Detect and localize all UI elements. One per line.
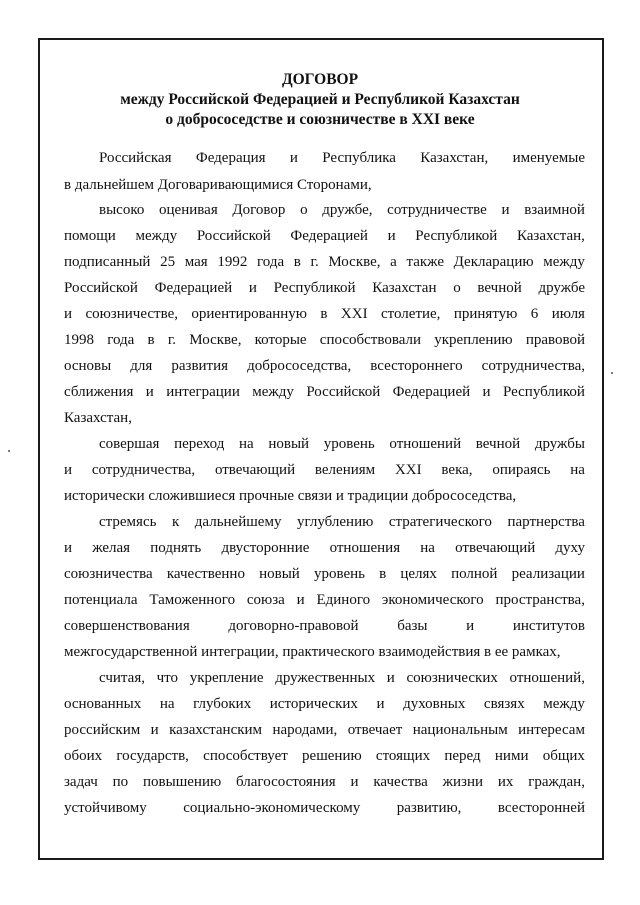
word: сотрудничестве — [387, 202, 487, 218]
text-line: Казахстан, — [64, 410, 132, 426]
word: государств, — [116, 748, 189, 764]
word: качественно — [166, 566, 245, 582]
word: духовных — [403, 696, 466, 712]
word: национальным — [412, 722, 508, 738]
text-line — [64, 772, 585, 792]
word: потенциала — [64, 592, 138, 608]
word: основы — [64, 358, 112, 374]
document-subtitle-line-2: о добрососедстве и союзничестве в XXI веке — [165, 111, 475, 128]
word: в — [293, 254, 301, 270]
text-line — [64, 278, 585, 298]
word: мая — [184, 254, 208, 270]
word: Договор — [232, 202, 286, 218]
word: и — [387, 228, 396, 244]
word: институтов — [512, 618, 585, 634]
word: Казахстан, — [516, 228, 585, 244]
word: а — [390, 254, 397, 270]
text-line: исторически сложившиеся прочные связи и традиции добрососедства, — [64, 488, 517, 504]
text-line — [64, 694, 585, 714]
text-line — [64, 330, 585, 350]
word: и — [501, 202, 510, 218]
word: о — [453, 280, 461, 296]
word: уровень — [323, 436, 375, 452]
word: дружбе — [538, 280, 585, 296]
word: 1992 — [217, 254, 248, 270]
word: отвечающий — [455, 540, 536, 556]
word: уровень — [313, 566, 365, 582]
word: 1998 — [64, 332, 94, 348]
word: совершая — [99, 436, 160, 452]
word: Федерацией — [392, 384, 471, 400]
word: Республикой — [415, 228, 498, 244]
word: года — [256, 254, 285, 270]
text-line — [64, 538, 585, 558]
word: развития — [171, 358, 229, 374]
word: стратегического — [388, 514, 492, 530]
word: способствовали — [319, 332, 422, 348]
word: и — [64, 540, 73, 556]
word: взаимной — [524, 202, 585, 218]
word: принятую — [453, 306, 518, 322]
word: и — [466, 618, 475, 634]
word: перед — [444, 748, 481, 764]
word: между — [252, 384, 294, 400]
word: и — [386, 670, 395, 686]
word: повышению — [143, 774, 222, 790]
scan-speck — [611, 372, 613, 374]
word: дружбе, — [322, 202, 373, 218]
word: июля — [551, 306, 585, 322]
word: и — [145, 384, 154, 400]
word: глубоких — [193, 696, 252, 712]
word: на — [239, 436, 254, 452]
word: углублению — [296, 514, 374, 530]
text-line — [99, 200, 585, 220]
word: союзничества — [64, 566, 153, 582]
text-line: межгосударственной интеграции, практического взаимодействия в ее рамках, — [64, 644, 561, 660]
word: вечной — [477, 280, 522, 296]
word: Республикой — [502, 384, 585, 400]
scan-speck — [8, 450, 10, 452]
text-line — [64, 304, 585, 324]
word: именуемые — [512, 150, 585, 166]
word: основанных — [64, 696, 142, 712]
word: новый — [268, 436, 310, 452]
text-line — [99, 668, 585, 688]
word: жизни — [442, 774, 484, 790]
word: укреплению — [434, 332, 513, 348]
word: Российской — [64, 280, 138, 296]
word: сближения — [64, 384, 134, 400]
word: в — [320, 306, 328, 322]
word: полной — [451, 566, 498, 582]
word: 6 — [530, 306, 539, 322]
word: интеграции — [166, 384, 240, 400]
word: пространства, — [495, 592, 585, 608]
word: желая — [92, 540, 131, 556]
text-line — [64, 720, 585, 740]
text-line — [64, 616, 585, 636]
word: способствует — [203, 748, 288, 764]
word: о — [300, 202, 308, 218]
word: для — [130, 358, 153, 374]
word: союзничестве, — [85, 306, 178, 322]
word: задач — [64, 774, 98, 790]
text-line — [99, 148, 585, 168]
word: Республика — [322, 150, 396, 166]
word: Российской — [196, 228, 271, 244]
word: всесторонней — [497, 800, 585, 816]
word: союзнических — [406, 670, 498, 686]
word: всестороннего — [370, 358, 463, 374]
word: отвечающий — [214, 462, 296, 478]
word: Москве, — [189, 332, 242, 348]
text-line — [64, 226, 585, 246]
text-line — [64, 564, 585, 584]
word: развитию, — [396, 800, 462, 816]
word: и — [376, 696, 385, 712]
word: и — [64, 306, 73, 322]
word: отношений, — [509, 670, 585, 686]
word: по — [112, 774, 129, 790]
word: вечной — [475, 436, 521, 452]
word: года — [107, 332, 135, 348]
word: договорно-правовой — [228, 618, 359, 634]
word: г. — [310, 254, 319, 270]
word: сотрудничества, — [481, 358, 585, 374]
word: опираясь — [492, 462, 551, 478]
word: ними — [494, 748, 529, 764]
word: в — [379, 566, 387, 582]
word: отношений — [389, 436, 462, 452]
word: и — [64, 462, 73, 478]
text-line — [99, 512, 585, 532]
word: укрепление — [189, 670, 264, 686]
word: стоящих — [375, 748, 431, 764]
word: Таможенного — [149, 592, 236, 608]
word: Единого — [316, 592, 371, 608]
word: целях — [400, 566, 437, 582]
word: XXI — [394, 462, 422, 478]
word: на — [159, 696, 175, 712]
word: поднять — [150, 540, 202, 556]
word: казахстанским — [169, 722, 263, 738]
word: двусторонние — [221, 540, 310, 556]
text-line: в дальнейшем Договаривающимися Сторонами, — [64, 177, 372, 193]
text-line — [64, 590, 585, 610]
text-line — [64, 382, 585, 402]
word: связях — [483, 696, 525, 712]
word: и — [150, 722, 159, 738]
word: Федерацией — [154, 280, 233, 296]
word: союза — [246, 592, 285, 608]
word: помощи — [64, 228, 116, 244]
word: Федерацией — [290, 228, 368, 244]
word: между — [135, 228, 178, 244]
word: российским — [64, 722, 141, 738]
word: и — [296, 592, 305, 608]
word: качества — [373, 774, 428, 790]
word: народами, — [272, 722, 338, 738]
word: исторических — [269, 696, 358, 712]
word: века, — [441, 462, 473, 478]
word: стремясь — [99, 514, 157, 530]
text-line — [64, 252, 585, 272]
word: и — [350, 774, 359, 790]
word: их — [497, 774, 514, 790]
word: и — [482, 384, 491, 400]
document-title: ДОГОВОР — [281, 71, 359, 88]
word: г. — [167, 332, 177, 348]
word: духу — [555, 540, 585, 556]
word: совершенствования — [64, 618, 190, 634]
word: столетие, — [380, 306, 441, 322]
text-line — [64, 460, 585, 480]
document-subtitle-line-1: между Российской Федерацией и Республикой Казахстан — [120, 91, 520, 108]
word: Декларацию — [453, 254, 534, 270]
word: к — [171, 514, 180, 530]
text-line — [64, 798, 585, 818]
word: и — [248, 280, 257, 296]
word: отношения — [329, 540, 401, 556]
word: и — [289, 150, 298, 166]
word: высоко — [99, 202, 145, 218]
word: правовой — [525, 332, 585, 348]
word: переход — [174, 436, 225, 452]
word: что — [156, 670, 179, 686]
word: сотрудничества, — [91, 462, 196, 478]
text-line — [64, 356, 585, 376]
word: Российская — [99, 150, 172, 166]
word: 25 — [160, 254, 176, 270]
word: Российской — [306, 384, 381, 400]
word: отвечает — [347, 722, 403, 738]
word: ориентированную — [191, 306, 307, 322]
word: считая, — [99, 670, 145, 686]
word: Федерация — [195, 150, 266, 166]
word: между — [543, 254, 585, 270]
word: XXI — [340, 306, 368, 322]
word: решению — [302, 748, 362, 764]
word: также — [406, 254, 444, 270]
word: Республикой — [273, 280, 356, 296]
word: велениям — [314, 462, 376, 478]
word: благосостояния — [236, 774, 336, 790]
word: новый — [259, 566, 300, 582]
word: интересам — [518, 722, 585, 738]
word: дружбы — [534, 436, 585, 452]
word: граждан, — [528, 774, 585, 790]
text-line — [64, 746, 585, 766]
word: реализации — [511, 566, 585, 582]
word: экономического — [381, 592, 484, 608]
word: оценивая — [159, 202, 218, 218]
word: социально-экономическому — [183, 800, 361, 816]
word: которые — [254, 332, 307, 348]
word: в — [147, 332, 155, 348]
word: дружественных — [275, 670, 376, 686]
word: устойчивому — [64, 800, 147, 816]
word: между — [543, 696, 585, 712]
word: подписанный — [64, 254, 151, 270]
word: на — [420, 540, 435, 556]
word: базы — [397, 618, 428, 634]
word: Москве, — [328, 254, 381, 270]
word: добрососедства, — [247, 358, 352, 374]
word: дальнейшему — [194, 514, 282, 530]
text-line — [99, 434, 585, 454]
word: на — [570, 462, 585, 478]
word: общих — [542, 748, 585, 764]
word: обоих — [64, 748, 103, 764]
word: партнерства — [507, 514, 585, 530]
word: Казахстан, — [420, 150, 489, 166]
word: Казахстан — [372, 280, 437, 296]
